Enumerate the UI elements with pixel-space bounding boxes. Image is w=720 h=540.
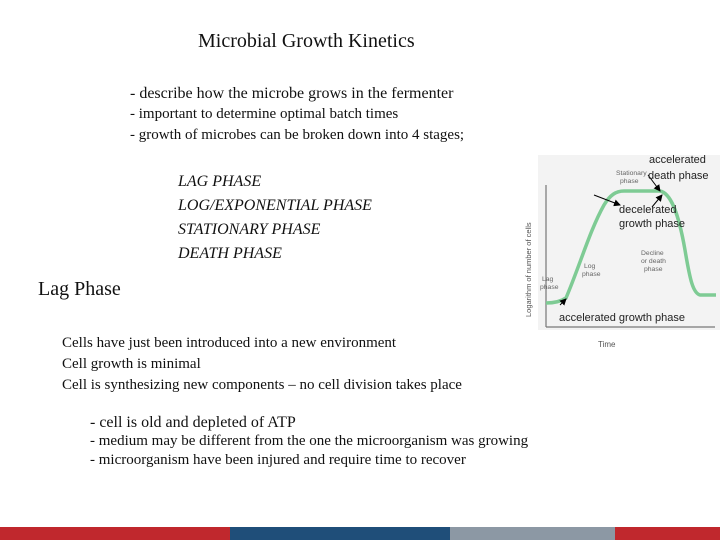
footer-color-bar xyxy=(0,527,720,540)
phase-item: STATIONARY PHASE xyxy=(178,221,321,238)
intro-bullet: - important to determine optimal batch times xyxy=(130,106,399,122)
intro-bullet: - describe how the microbe grows in the fermenter xyxy=(130,85,454,102)
decelerated-growth-annotation: decelerated growth phase xyxy=(619,204,686,230)
lag-reasons-list xyxy=(90,413,528,470)
phase-item: LAG PHASE xyxy=(178,173,262,190)
accelerated-death-annotation: accelerated death phase xyxy=(648,155,709,182)
log-phase-label: Log phase xyxy=(582,263,601,278)
lag-phase-heading: Lag Phase xyxy=(38,278,121,300)
phase-list xyxy=(178,170,372,266)
phase-item: LOG/EXPONENTIAL PHASE xyxy=(178,197,372,214)
slide-title: Microbial Growth Kinetics xyxy=(198,30,415,52)
growth-curve-svg xyxy=(520,155,720,355)
lag-fact: Cells have just been introduced into a new environment xyxy=(62,335,397,351)
x-axis-label: Time xyxy=(598,340,616,349)
lag-phase-label: Lag phase xyxy=(540,276,559,291)
footer-segment-navy xyxy=(230,527,450,540)
lag-reason: - cell is old and depleted of ATP xyxy=(90,414,296,431)
lag-fact: Cell growth is minimal xyxy=(62,356,201,372)
footer-segment-red xyxy=(0,527,230,540)
lag-fact: Cell is synthesizing new components – no cell division takes place xyxy=(62,377,462,393)
intro-bullet-list xyxy=(130,83,464,146)
phase-item: DEATH PHASE xyxy=(178,245,282,262)
growth-curve-figure xyxy=(520,155,720,355)
decline-phase-label: Decline or death phase xyxy=(641,250,666,273)
y-axis-label: Logarithm of number of cells xyxy=(524,222,533,317)
footer-segment-red-end xyxy=(615,527,720,540)
footer-segment-gray xyxy=(450,527,615,540)
lag-reason: - medium may be different from the one the microorganism was growing xyxy=(90,433,529,449)
lag-reason: - microorganism have been injured and require time to recover xyxy=(90,452,466,468)
intro-bullet: - growth of microbes can be broken down into 4 stages; xyxy=(130,127,465,143)
accelerated-growth-annotation: accelerated growth phase xyxy=(559,312,685,324)
lag-facts-list xyxy=(62,333,462,396)
stationary-phase-label: Stationary phase xyxy=(616,170,647,185)
